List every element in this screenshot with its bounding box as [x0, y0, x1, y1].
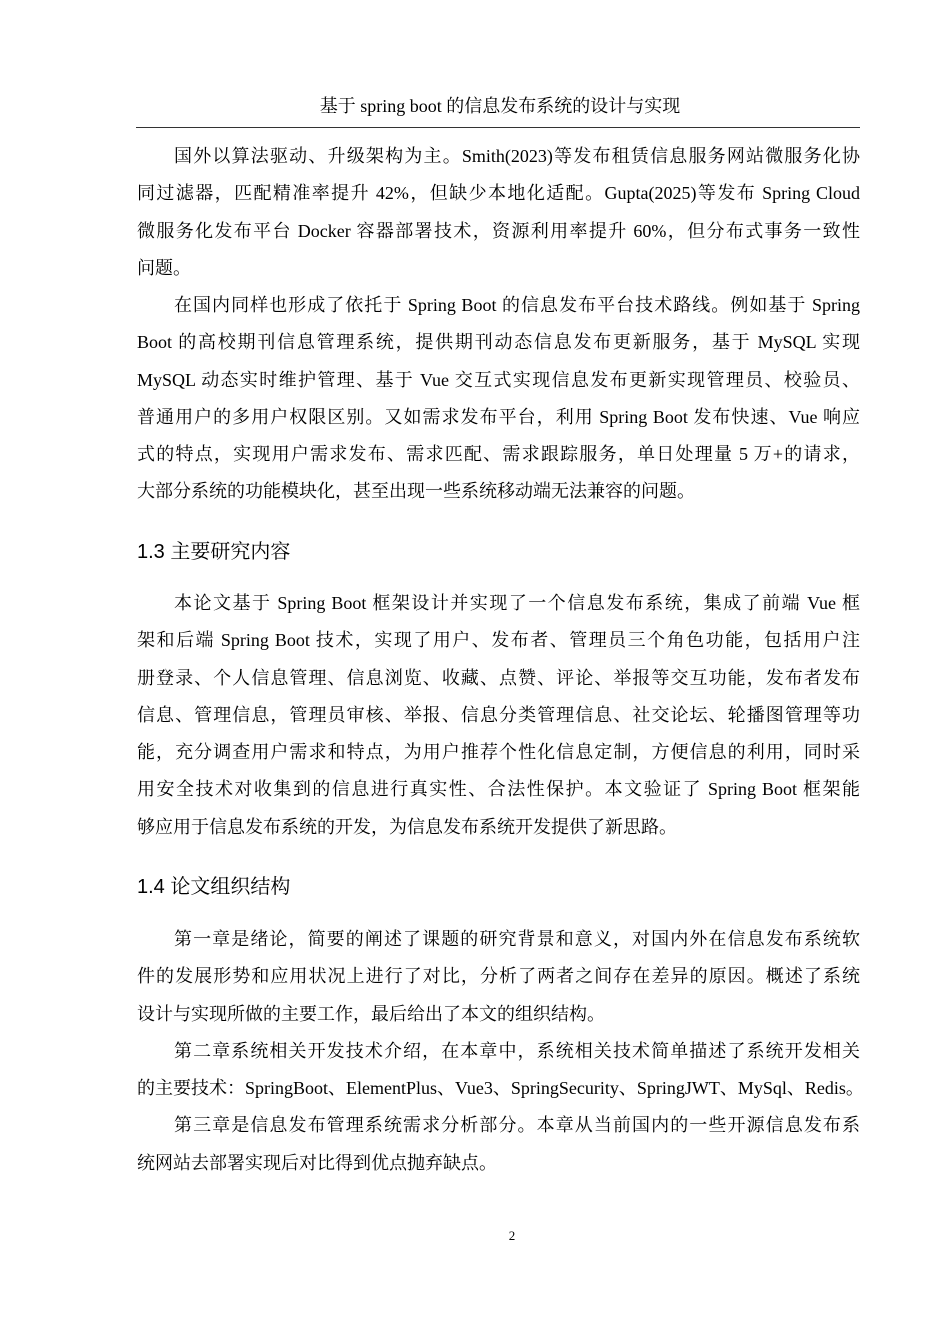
- text-line: 普通用户的多用户权限区别。又如需求发布平台，利用 Spring Boot 发布快速、Vue 响应: [137, 406, 860, 427]
- paragraph-organization: [137, 926, 864, 1187]
- text-line: 第三章是信息发布管理系统需求分析部分。本章从当前国内的一些开源信息发布系: [174, 1115, 860, 1136]
- text-line: 统网站去部署实现后对比得到优点抛弃缺点。: [137, 1152, 497, 1173]
- text-line: 第一章是绪论，简要的阐述了课题的研究背景和意义，对国内外在信息发布系统软: [174, 929, 860, 949]
- text-line: 本论文基于 Spring Boot 框架设计并实现了一个信息发布系统，集成了前端 Vue 框: [174, 593, 860, 613]
- text-line: 在国内同样也形成了依托于 Spring Boot 的信息发布平台技术路线。例如基于 Spring: [174, 295, 860, 315]
- running-header: 基于 spring boot 的信息发布系统的设计与实现: [319, 96, 681, 116]
- section-heading-1-4: 1.4 论文组织结构: [137, 876, 291, 898]
- header-rule: [136, 127, 860, 128]
- text-line: 信息、管理信息，管理员审核、举报、信息分类管理信息、社交论坛、轮播图管理等功: [137, 704, 860, 725]
- text-line: 设计与实现所做的主要工作，最后给出了本文的组织结构。: [137, 1003, 605, 1024]
- text-line: 册登录、个人信息管理、信息浏览、收藏、点赞、评论、举报等交互功能，发布者发布: [137, 667, 860, 688]
- text-line: 大部分系统的功能模块化，甚至出现一些系统移动端无法兼容的问题。: [137, 481, 695, 502]
- text-line: 能，充分调查用户需求和特点，为用户推荐个性化信息定制，方便信息的利用，同时采: [137, 742, 860, 763]
- text-line: 国外以算法驱动、升级架构为主。Smith(2023)等发布租赁信息服务网站微服务化协: [174, 146, 860, 166]
- paragraph-domestic-research: [137, 292, 860, 516]
- text-line: 式的特点，实现用户需求发布、需求匹配、需求跟踪服务，单日处理量 5 万+的请求，: [137, 444, 860, 465]
- text-line: 够应用于信息发布系统的开发，为信息发布系统开发提供了新思路。: [137, 816, 677, 837]
- text-line: 件的发展形势和应用状况上进行了对比，分析了两者之间存在差异的原因。概述了系统: [137, 966, 860, 987]
- text-line: 第二章系统相关开发技术介绍，在本章中，系统相关技术简单描述了系统开发相关: [174, 1040, 860, 1061]
- text-line: Boot 的高校期刊信息管理系统，提供期刊动态信息发布更新服务，基于 MySQL 实现: [137, 332, 860, 353]
- paragraph-research-content: [137, 590, 860, 851]
- text-line: 同过滤器，匹配精准率提升 42%，但缺少本地化适配。Gupta(2025)等发布 Spring Cloud: [137, 183, 860, 204]
- page-number: 2: [508, 1228, 516, 1243]
- text-line: 问题。: [137, 257, 191, 278]
- text-line: 的主要技术：SpringBoot、ElementPlus、Vue3、SpringSecurity、SpringJWT、MySql、Redis。: [137, 1078, 864, 1099]
- text-line: 微服务化发布平台 Docker 容器部署技术，资源利用率提升 60%，但分布式事务一致性: [137, 220, 860, 241]
- text-line: 架和后端 Spring Boot 技术，实现了用户、发布者、管理员三个角色功能，包括用户注: [137, 630, 860, 651]
- text-line: MySQL 动态实时维护管理、基于 Vue 交互式实现信息发布更新实现管理员、校验员、: [137, 369, 860, 390]
- text-line: 用安全技术对收集到的信息进行真实性、合法性保护。本文验证了 Spring Boot 框架能: [137, 779, 860, 800]
- paragraph-foreign-research: [137, 143, 860, 292]
- section-heading-1-3: 1.3 主要研究内容: [137, 541, 291, 563]
